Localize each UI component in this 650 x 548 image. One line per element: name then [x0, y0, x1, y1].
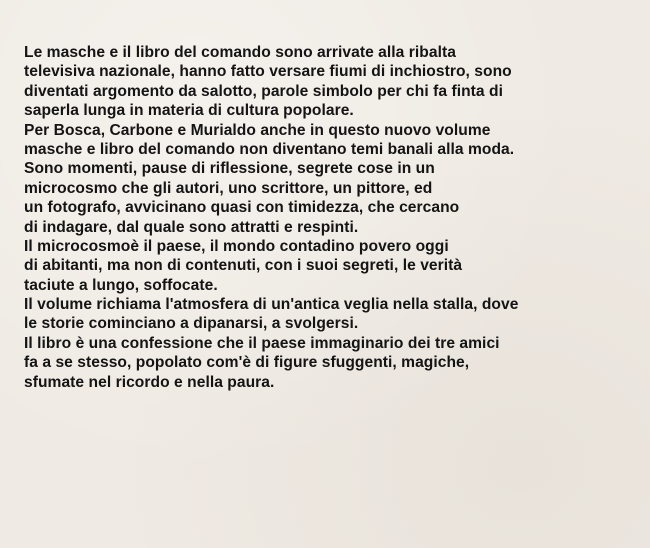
text-line: le storie cominciano a dipanarsi, a svolgersi. — [24, 315, 359, 333]
text-line: un fotografo, avvicinano quasi con timidezza, che cercano — [24, 199, 460, 217]
text-line: fa a se stesso, popolato com'è di figure sfuggenti, magiche, — [24, 354, 470, 372]
text-line: Sono momenti, pause di riflessione, segrete cose in un — [24, 160, 435, 178]
text-line: taciute a lungo, soffocate. — [24, 276, 218, 294]
text-line: Per Bosca, Carbone e Murialdo anche in questo nuovo volume — [24, 121, 491, 139]
text-line: di indagare, dal quale sono attratti e respinti. — [24, 218, 359, 236]
text-line: diventati argomento da salotto, parole simbolo per chi fa finta di — [24, 82, 503, 100]
blurb-text — [24, 43, 644, 392]
text-line: masche e libro del comando non diventano temi banali alla moda. — [24, 140, 515, 158]
text-line: sfumate nel ricordo e nella paura. — [24, 373, 275, 391]
text-line: Il microcosmoè il paese, il mondo contadino povero oggi — [24, 237, 449, 255]
text-line: Il libro è una confessione che il paese immaginario dei tre amici — [24, 334, 500, 352]
text-line: televisiva nazionale, hanno fatto versare fiumi di inchiostro, sono — [24, 63, 512, 81]
text-line: di abitanti, ma non di contenuti, con i suoi segreti, le verità — [24, 257, 463, 275]
text-line: saperla lunga in materia di cultura popolare. — [24, 102, 354, 120]
text-line: Le masche e il libro del comando sono arrivate alla ribalta — [24, 44, 456, 61]
text-line: Il volume richiama l'atmosfera di un'antica veglia nella stalla, dove — [24, 296, 519, 314]
text-line: microcosmo che gli autori, uno scrittore, un pittore, ed — [24, 179, 433, 197]
